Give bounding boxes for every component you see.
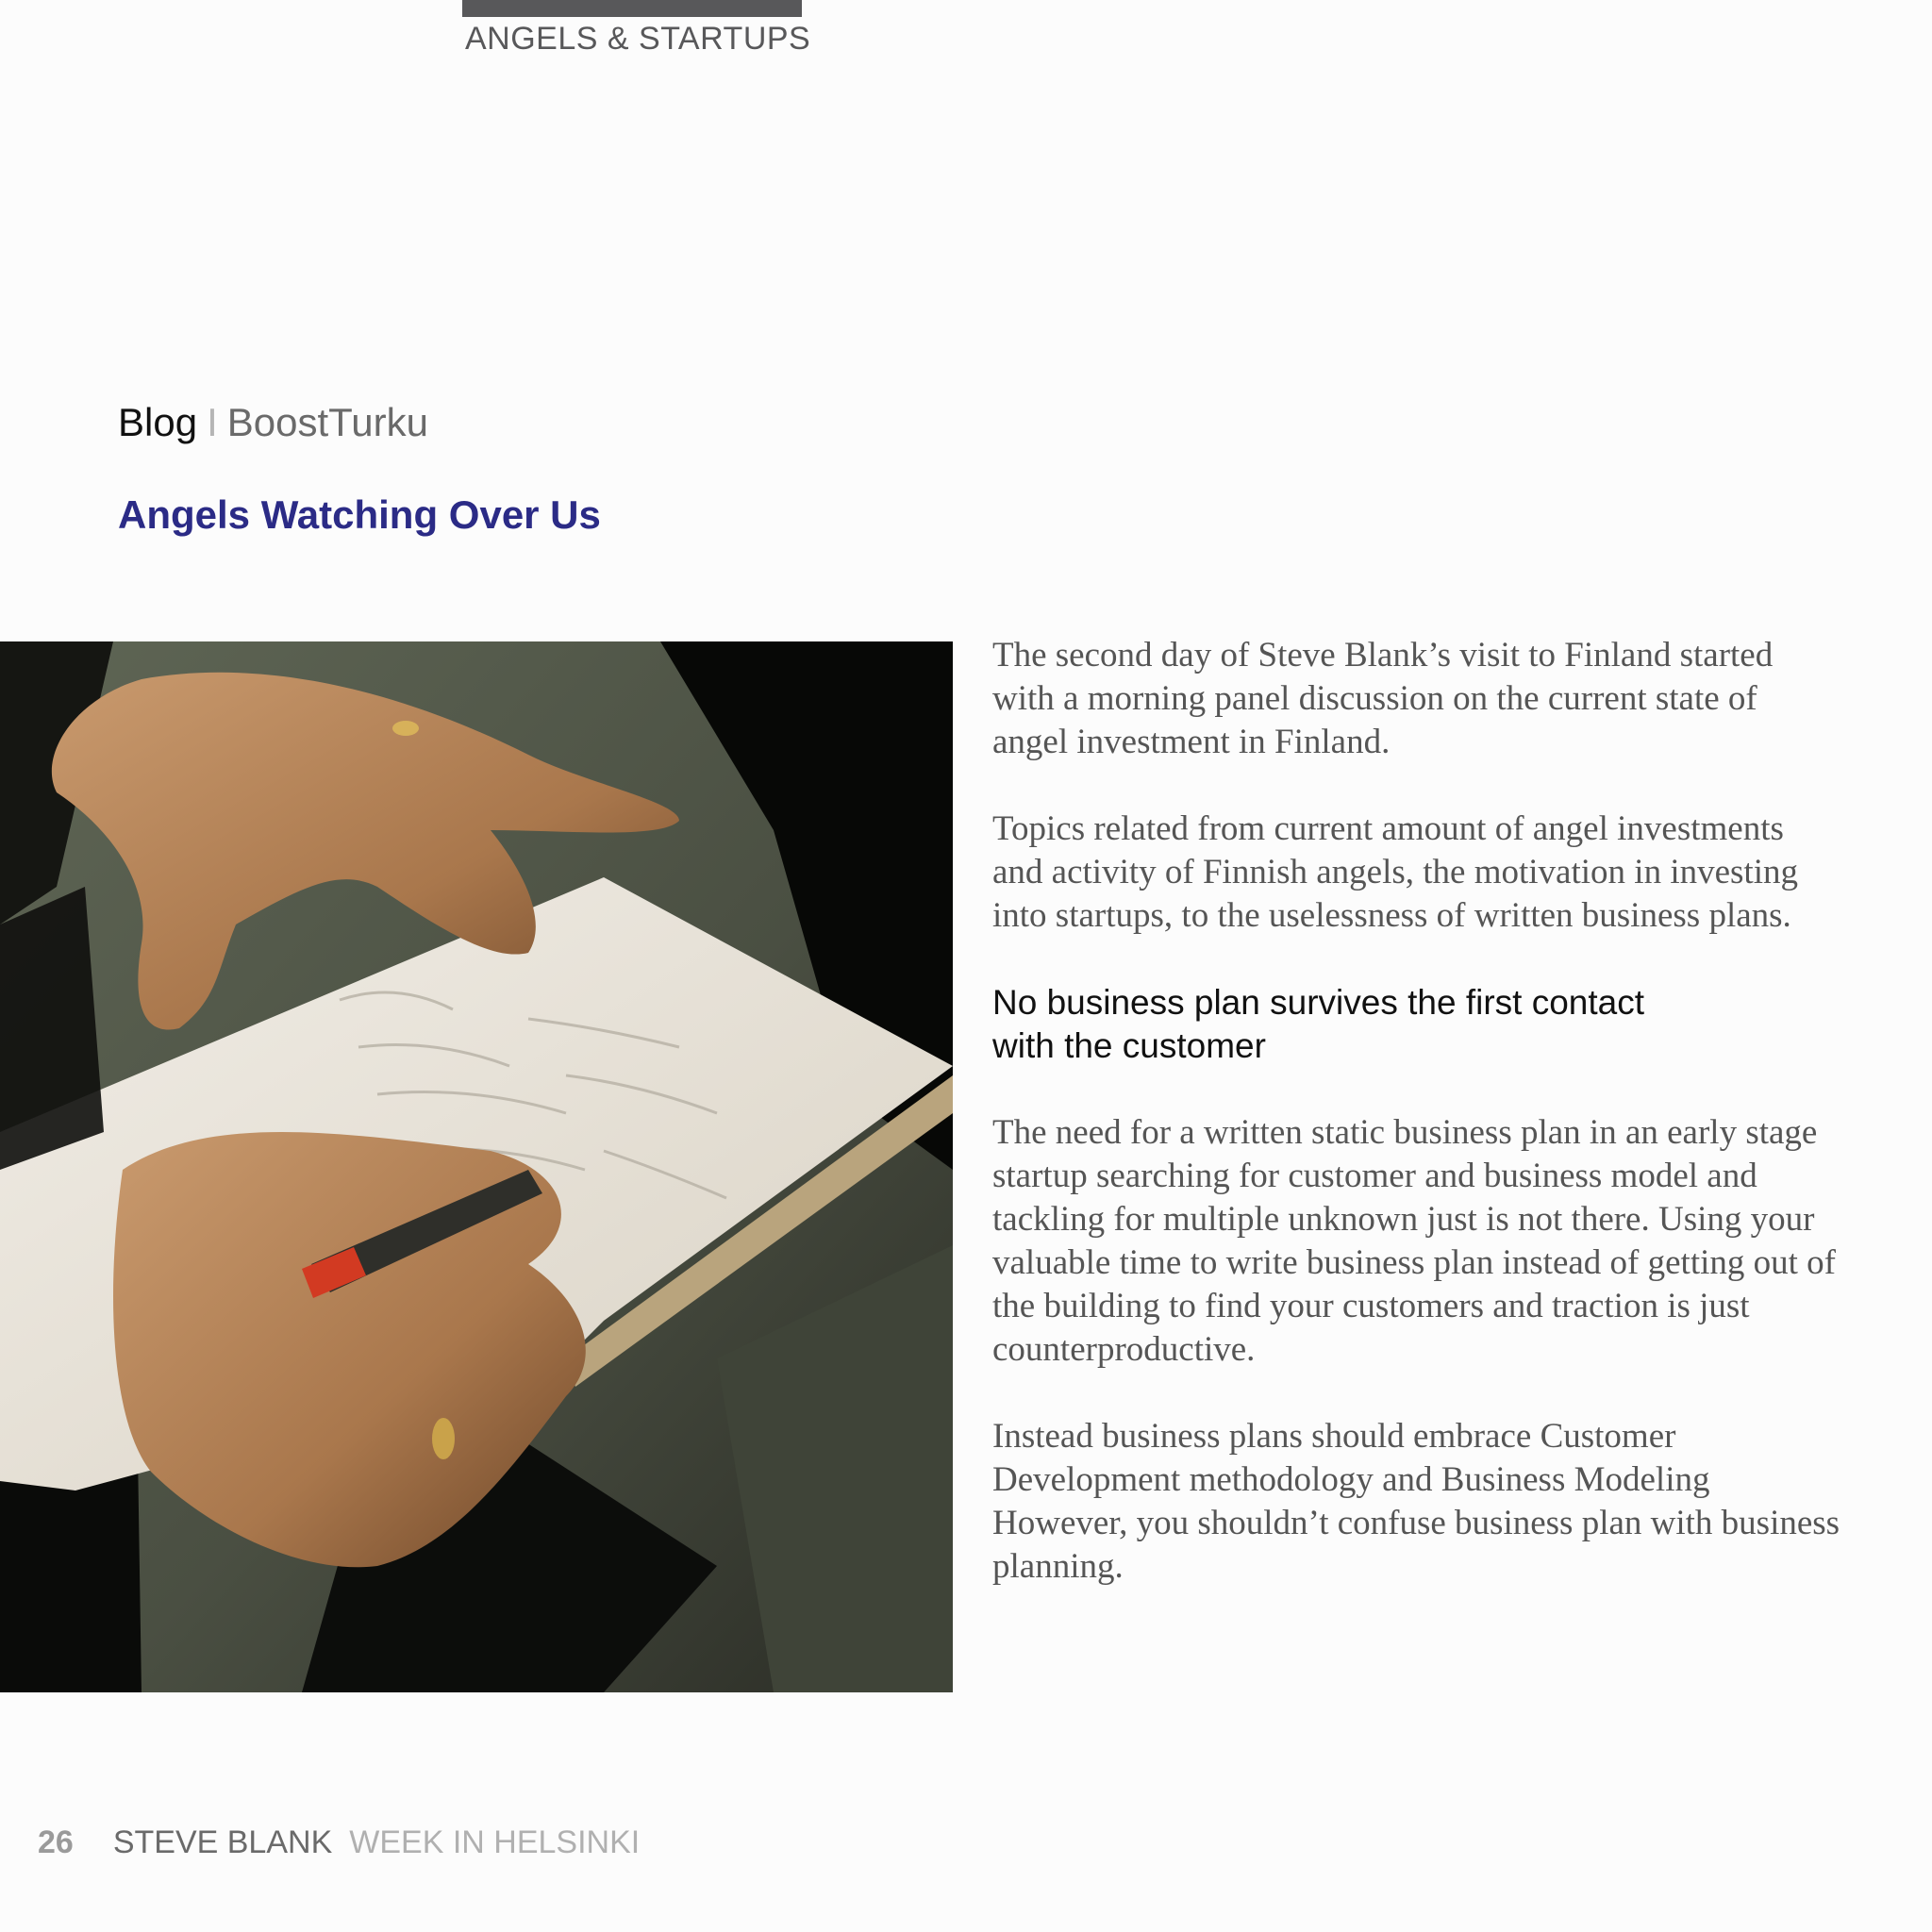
paragraph-4: Instead business plans should embrace Customer Development methodology and Business Modeling However, you shouldn’t confuse business plan with business planning.	[992, 1417, 1840, 1586]
paragraph-1: The second day of Steve Blank’s visit to Finland started with a morning panel discussion on the current state of angel investment in Finland.	[992, 636, 1774, 761]
footer-subtitle: WEEK IN HELSINKI	[349, 1824, 641, 1860]
byline-separator: I	[207, 400, 218, 444]
section-label: ANGELS & STARTUPS	[465, 21, 811, 57]
paragraph-3: The need for a written static business plan in an early stage startup searching for customer and business model and tackling for multiple unknown just is not there. Using your valuable time to write business plan instead of getting out of the building to find your customers and traction is just counterproductive.	[992, 1113, 1836, 1369]
page-number: 26	[38, 1824, 74, 1860]
page-footer	[38, 1824, 640, 1861]
hands-writing-notes-photo	[0, 641, 953, 1692]
article-body	[992, 634, 1841, 1632]
article-title: Angels Watching Over Us	[118, 492, 601, 537]
blog-source: BoostTurku	[226, 400, 428, 444]
pull-quote	[992, 981, 1841, 1068]
paragraph-2: Topics related from current amount of angel investments and activity of Finnish angels, the motivation in investing into startups, to the uselessness of written business plans.	[992, 809, 1798, 935]
section-tab-bar	[462, 0, 802, 17]
blog-kicker: Blog	[118, 400, 198, 444]
pull-quote-line-2: with the customer	[992, 1026, 1266, 1065]
pull-quote-line-1: No business plan survives the first contact	[992, 983, 1644, 1022]
footer-title: STEVE BLANK	[112, 1824, 333, 1860]
blog-byline	[118, 400, 428, 445]
